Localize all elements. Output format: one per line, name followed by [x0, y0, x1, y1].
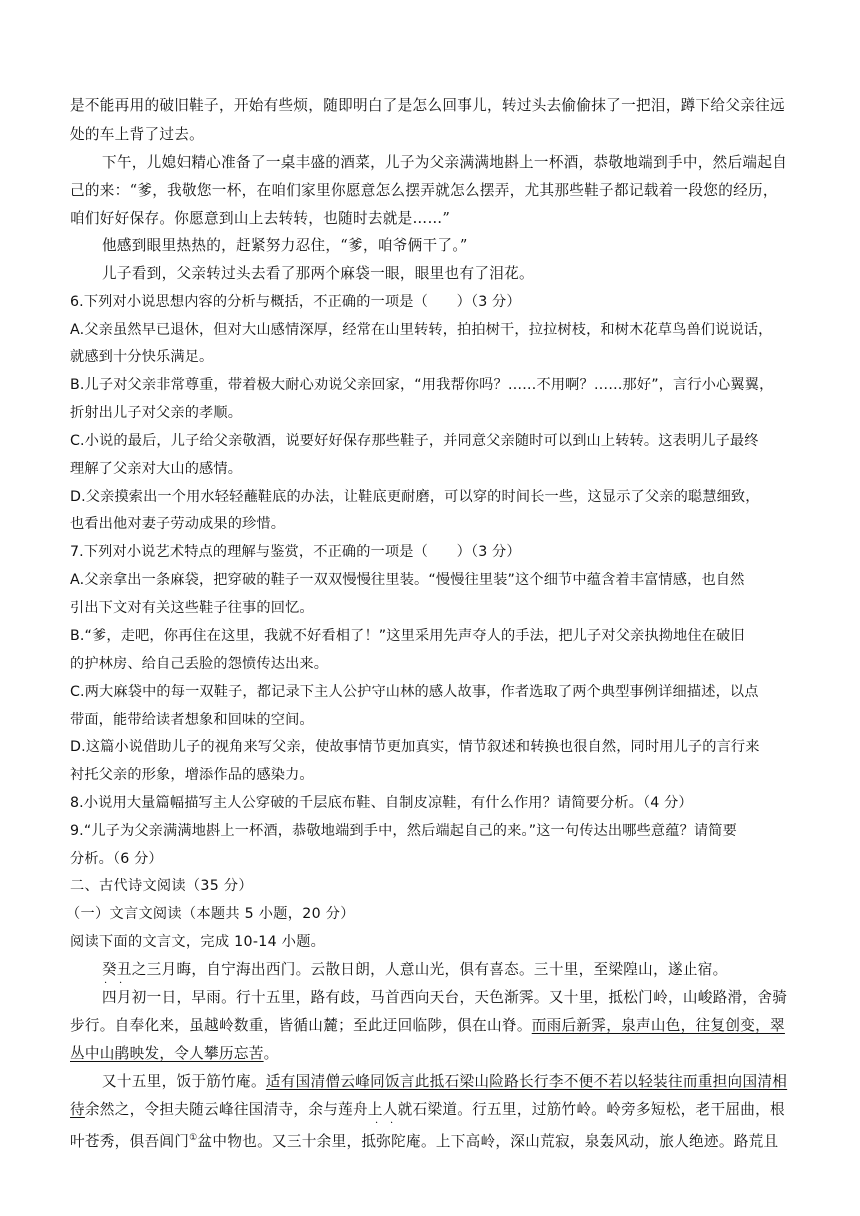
emphasis-dot: ·: [119, 978, 123, 989]
option-c: C.两大麻袋中的每一双鞋子，都记录下主人公护守山林的感人故事，作者选取了两个典型事例详细描述，以点: [70, 684, 759, 700]
classical-paragraph-3-cont: [70, 1100, 785, 1120]
option-a-cont: 就感到十分快乐满足。: [70, 349, 214, 365]
underlined-text: 而雨后新霁，泉声山色，往复创变，翠: [531, 1017, 785, 1034]
classical-paragraph-2: 四月初一日，早雨。行十五里，路有歧，马首西向天台，天色渐霁。又十里，抵松门岭，山峻路滑，舍骑: [102, 989, 788, 1006]
option-b-cont: 的护林房、给自己丢脸的怨愤传达出来。: [70, 656, 329, 672]
underlined-text: 待: [70, 1101, 85, 1118]
question-7: 7.下列对小说艺术特点的理解与鉴赏，不正确的一项是（ ）（3 分）: [70, 544, 521, 560]
footnote-marker: ①: [189, 1133, 198, 1143]
plain-text: 步行。自奉化来，虽越岭数重，皆循山麓；至此迂回临陟，俱在山脊。: [70, 1017, 532, 1034]
text-line: 下午，儿媳妇精心准备了一桌丰盛的酒菜，儿子为父亲满满地斟上一杯酒，恭敬地端到手中，然后端起自: [102, 154, 788, 171]
text-line: 是不能再用的破旧鞋子，开始有些烦，随即明白了是怎么回事儿，转过头去偷偷抹了一把泪，蹲下给父亲往远: [70, 97, 785, 114]
option-d: D.这篇小说借助儿子的视角来写父亲，使故事情节更加真实，情节叙述和转换也很自然，同时用儿子的言行来: [70, 739, 760, 755]
plain-text: 叶苍秀，俱吾阊门: [70, 1132, 190, 1150]
option-a-cont: 引出下文对有关这些鞋子往事的回忆。: [70, 600, 314, 616]
plain-text: 余然之，令担夫随云峰往国清寺，余与莲舟上人就石梁道。行五里，过筋竹岭。岭旁多短松，老干屈曲，根: [84, 1101, 785, 1118]
option-a: A.父亲拿出一条麻袋，把穿破的鞋子一双双慢慢往里装。“慢慢往里装”这个细节中蕴含着丰富情感，也自然: [70, 572, 745, 588]
question-9: 9.“儿子为父亲满满地斟上一杯酒，恭敬地端到手中，然后端起自己的来。”这一句传达出哪些意蕴？请简要: [70, 823, 737, 839]
question-8: 8.小说用大量篇幅描写主人公穿破的千层底布鞋、自制皮凉鞋，有什么作用？请简要分析。（4 分）: [70, 795, 693, 811]
subsection-heading: （一）文言文阅读（本题共 5 小题，20 分）: [66, 906, 355, 922]
classical-paragraph-2-cont: [70, 1044, 279, 1064]
option-b: B.“爹，走吧，你再住在这里，我就不好看相了！”这里采用先声夺人的手法，把儿子对父亲执拗地住在破旧: [70, 628, 745, 644]
classical-paragraph-2-cont: [70, 1016, 785, 1036]
option-b-cont: 折射出儿子对父亲的孝顺。: [70, 405, 243, 421]
text-line: 己的来：“爹，我敬您一杯，在咱们家里你愿意怎么摆弄就怎么摆弄，尤其那些鞋子都记载着一段您的经历，: [70, 182, 778, 199]
classical-paragraph-1: 癸丑之三月晦，自宁海出西门。云散日朗，人意山光，俱有喜态。三十里，至梁隍山，遂止宿。: [102, 961, 728, 978]
plain-text: 盆中物也。又三十余里，抵弥陀庵。上下高岭，深山荒寂，泉轰风动，旅人绝迹。路荒且: [197, 1132, 779, 1150]
reading-instruction: 阅读下面的文言文，完成 10-14 小题。: [70, 934, 326, 950]
classical-paragraph-3-cont: [70, 1128, 778, 1152]
plain-text: 又十五里，饭于筋竹庵。: [102, 1073, 266, 1090]
question-9-cont: 分析。（6 分）: [70, 851, 163, 867]
option-d: D.父亲摸索出一个用水轻轻蘸鞋底的办法，让鞋底更耐磨，可以穿的时间长一些，这显示了父亲的聪慧细致，: [70, 489, 760, 505]
text-line: 他感到眼里热热的，赶紧努力忍住，“爹，咱爷俩干了。”: [102, 237, 468, 254]
plain-text: 。: [263, 1045, 279, 1062]
option-c-cont: 带面，能带给读者想象和回味的空间。: [70, 712, 314, 728]
question-6: 6.下列对小说思想内容的分析与概括，不正确的一项是（ ）（3 分）: [70, 294, 521, 310]
option-d-cont: 也看出他对妻子劳动成果的珍惜。: [70, 516, 286, 532]
section-heading: 二、古代诗文阅读（35 分）: [70, 878, 253, 894]
classical-paragraph-3: [102, 1072, 787, 1092]
emphasis-dot: ·: [104, 978, 108, 989]
emphasis-dot: ·: [390, 1118, 394, 1129]
underlined-text: 丛中山鹃映发，令人攀历忘苦: [70, 1045, 264, 1062]
emphasis-dot: ·: [375, 1118, 379, 1129]
option-b: B.儿子对父亲非常尊重，带着极大耐心劝说父亲回家，“用我帮你吗？……不用啊？……那好”，言行小心翼翼，: [70, 377, 774, 393]
text-line: 儿子看到，父亲转过头去看了那两个麻袋一眼，眼里也有了泪花。: [102, 265, 534, 282]
option-c-cont: 理解了父亲对大山的感情。: [70, 461, 243, 477]
text-line: 咱们好好保存。你愿意到山上去转转，也随时去就是……”: [70, 210, 451, 227]
text-line: 处的车上背了过去。: [70, 126, 205, 143]
option-c: C.小说的最后，儿子给父亲敬酒，说要好好保存那些鞋子，并同意父亲随时可以到山上转转。这表明儿子最终: [70, 433, 759, 449]
option-d-cont: 衬托父亲的形象，增添作品的感染力。: [70, 767, 314, 783]
underlined-text: 适有国清僧云峰同饭言此抵石梁山险路长行李不便不若以轻装往而重担向国清相: [265, 1073, 788, 1090]
option-a: A.父亲虽然早已退休，但对大山感情深厚，经常在山里转转，拍拍树干，拉拉树枝，和树木花草鸟兽们说说话，: [70, 322, 773, 338]
